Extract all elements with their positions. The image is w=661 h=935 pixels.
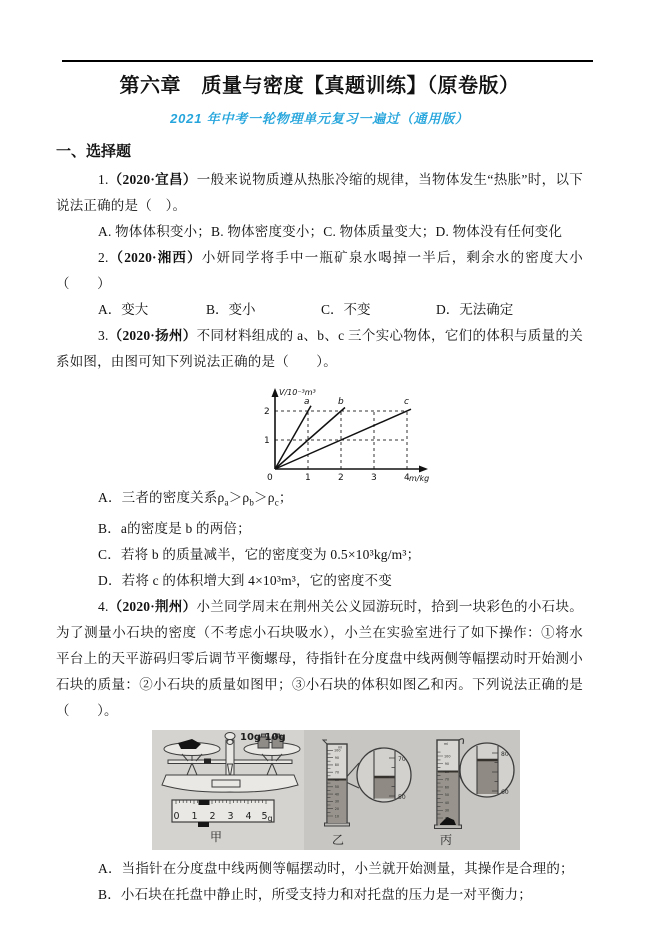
bing-zoom-bottom-label: 60 xyxy=(501,788,509,796)
volume-mass-graph xyxy=(251,381,436,483)
question-3-option-d: D．若将 c 的体积增大到 4×10³m³，它的密度不变 xyxy=(98,572,392,588)
subscript-c: c xyxy=(274,497,279,508)
experiment-photo xyxy=(152,730,520,850)
label-jia: 甲 xyxy=(210,829,223,844)
bing-scale-20: 20 xyxy=(444,816,450,821)
magnifier-bing xyxy=(459,743,514,797)
question-3-stem xyxy=(56,323,583,375)
weights-value-label: 10g 10g xyxy=(240,731,286,743)
question-4-number: 4. xyxy=(98,598,109,614)
question-1-number: 1. xyxy=(98,172,109,187)
yi-scale-20: 20 xyxy=(334,806,340,811)
question-2-text: 小妍同学将手中一瓶矿泉水喝掉一半后，剩余水的密度大小（ ） xyxy=(56,250,583,291)
x-tick-4: 4 xyxy=(404,473,410,483)
header-rule xyxy=(62,60,593,62)
question-4-stem xyxy=(56,594,583,724)
water-bing-zoom xyxy=(477,760,498,794)
cylinder-yi xyxy=(323,740,350,826)
y-tick-2: 2 xyxy=(264,407,270,417)
question-3-text: 不同材料组成的 a、b、c 三个实心物体，它们的体积与质量的关系如图，由图可知下列说法正确的是（ ）。 xyxy=(56,328,583,369)
bing-scale-100: 100 xyxy=(444,754,451,759)
beam-rider xyxy=(204,758,211,763)
x-tick-0: 0 xyxy=(267,473,273,483)
y-axis-label: V/10⁻³m³ xyxy=(279,388,316,397)
question-4-option-b: B．小石块在托盘中静止时，所受支持力和对托盘的压力是一对平衡力； xyxy=(98,886,532,902)
line-b xyxy=(275,408,345,470)
question-3-option-c: C．若将 b 的质量减半，它的密度变为 0.5×10³kg/m³； xyxy=(98,546,421,562)
question-4-option-a: A．当指针在分度盘中线两侧等幅摆动时，小兰就开始测量，其操作是合理的； xyxy=(98,860,574,876)
question-1-options: A. 物体体积变小；B. 物体密度变小；C. 物体质量变大；D. 物体没有任何变化 xyxy=(98,224,563,239)
rider-mark-bottom xyxy=(198,822,209,827)
yi-scale-100: 100 xyxy=(334,748,341,753)
line-a xyxy=(275,406,311,469)
question-4-text: 小兰同学周末在荆州关公义园游玩时，拾到一块彩色的小石块。为了测量小石块的密度（不考虑小石块吸水），小兰在实验室进行了如下操作：①将水平台上的天平游码归零后调节平衡螺母，待指针在分度盘中线两侧等幅摆动时开始测小石块的质量：②小石块的质量如图甲；③小石块的体积如图乙和丙。下列说法正确的是（ ）。 xyxy=(56,598,583,718)
yi-zoom-bottom-label: 50 xyxy=(398,793,406,801)
subscript-a: a xyxy=(224,497,229,508)
ruler-tick-2: 2 xyxy=(209,810,216,822)
question-3-number: 3. xyxy=(98,328,109,343)
bing-scale-30: 30 xyxy=(444,808,450,813)
bing-scale-60: 60 xyxy=(444,785,450,790)
option-c: C．不变 xyxy=(321,302,371,317)
yi-scale-40: 40 xyxy=(334,792,340,797)
ruler-tick-1: 1 xyxy=(191,810,198,822)
option-a-text: A．三者的密度关系ρ xyxy=(98,490,225,505)
question-2-options xyxy=(56,297,583,323)
question-3-option-b: B．a的密度是 b 的两倍； xyxy=(98,520,251,536)
question-4-source: （2020·荆州） xyxy=(108,598,197,614)
question-1-text: 一般来说物质遵从热胀冷缩的规律，当物体发生“热胀”时，以下说法正确的是（ ）。 xyxy=(56,172,583,213)
question-2-number: 2. xyxy=(98,250,109,265)
question-3-source: （2020·扬州） xyxy=(108,328,197,343)
bing-scale-80: 80 xyxy=(444,769,450,774)
y-tick-1: 1 xyxy=(264,436,270,446)
section-heading-choice: 一、选择题 xyxy=(56,143,132,160)
yi-scale-90: 90 xyxy=(334,755,340,760)
x-tick-2: 2 xyxy=(338,473,344,483)
page-title: 第六章 质量与密度【真题训练】（原卷版） xyxy=(119,75,520,97)
bing-scale-50: 50 xyxy=(444,792,450,797)
label-series-a: a xyxy=(304,397,310,407)
question-3-option-a xyxy=(56,485,583,516)
bing-scale-40: 40 xyxy=(444,800,450,805)
question-2-source: （2020·湘西） xyxy=(108,250,202,265)
bing-unit: ml xyxy=(444,741,449,746)
option-b: B．变小 xyxy=(206,302,256,317)
yi-scale-10: 10 xyxy=(334,813,340,818)
yi-scale-50: 50 xyxy=(334,784,340,789)
ruler-tick-5: 5 xyxy=(261,810,268,822)
bing-scale-70: 70 xyxy=(444,777,450,782)
option-d: D．无法确定 xyxy=(436,302,514,317)
yi-scale-60: 60 xyxy=(334,777,340,782)
yi-scale-70: 70 xyxy=(334,770,340,775)
water-yi-zoom xyxy=(374,777,395,799)
label-series-b: b xyxy=(338,397,344,407)
option-a: A．变大 xyxy=(98,302,149,317)
document-content xyxy=(56,74,583,908)
rider-mark-top xyxy=(199,800,210,805)
question-2-stem xyxy=(56,245,583,297)
label-series-c: c xyxy=(404,397,409,407)
x-axis-label: m/kg xyxy=(409,474,430,483)
label-yi: 乙 xyxy=(332,832,345,847)
x-tick-1: 1 xyxy=(305,473,311,483)
yi-zoom-top-label: 70 xyxy=(398,755,406,763)
question-1-stem xyxy=(56,167,583,219)
page-subtitle: 2021 年中考一轮物理单元复习一遍过（通用版） xyxy=(170,111,469,126)
series-lines xyxy=(275,406,411,469)
bing-scale-90: 90 xyxy=(444,761,450,766)
label-bing: 丙 xyxy=(440,832,453,847)
ruler-tick-4: 4 xyxy=(245,810,252,822)
yi-unit: ml xyxy=(338,745,343,750)
x-tick-3: 3 xyxy=(371,473,377,483)
option-a-text: ； xyxy=(278,490,293,505)
yi-scale-80: 80 xyxy=(334,762,340,767)
option-a-text: ＞ρ xyxy=(228,490,250,505)
ruler-unit: g xyxy=(267,813,273,823)
bing-zoom-top-label: 80 xyxy=(501,750,509,758)
subscript-b: b xyxy=(249,497,255,508)
ruler-tick-0: 0 xyxy=(173,810,180,822)
ruler-tick-3: 3 xyxy=(227,810,234,822)
question-1-source: （2020·宜昌） xyxy=(108,172,197,187)
cylinder-bing xyxy=(435,738,464,828)
line-c xyxy=(275,409,411,469)
yi-scale-30: 30 xyxy=(334,799,340,804)
option-a-text: ＞ρ xyxy=(254,490,275,505)
